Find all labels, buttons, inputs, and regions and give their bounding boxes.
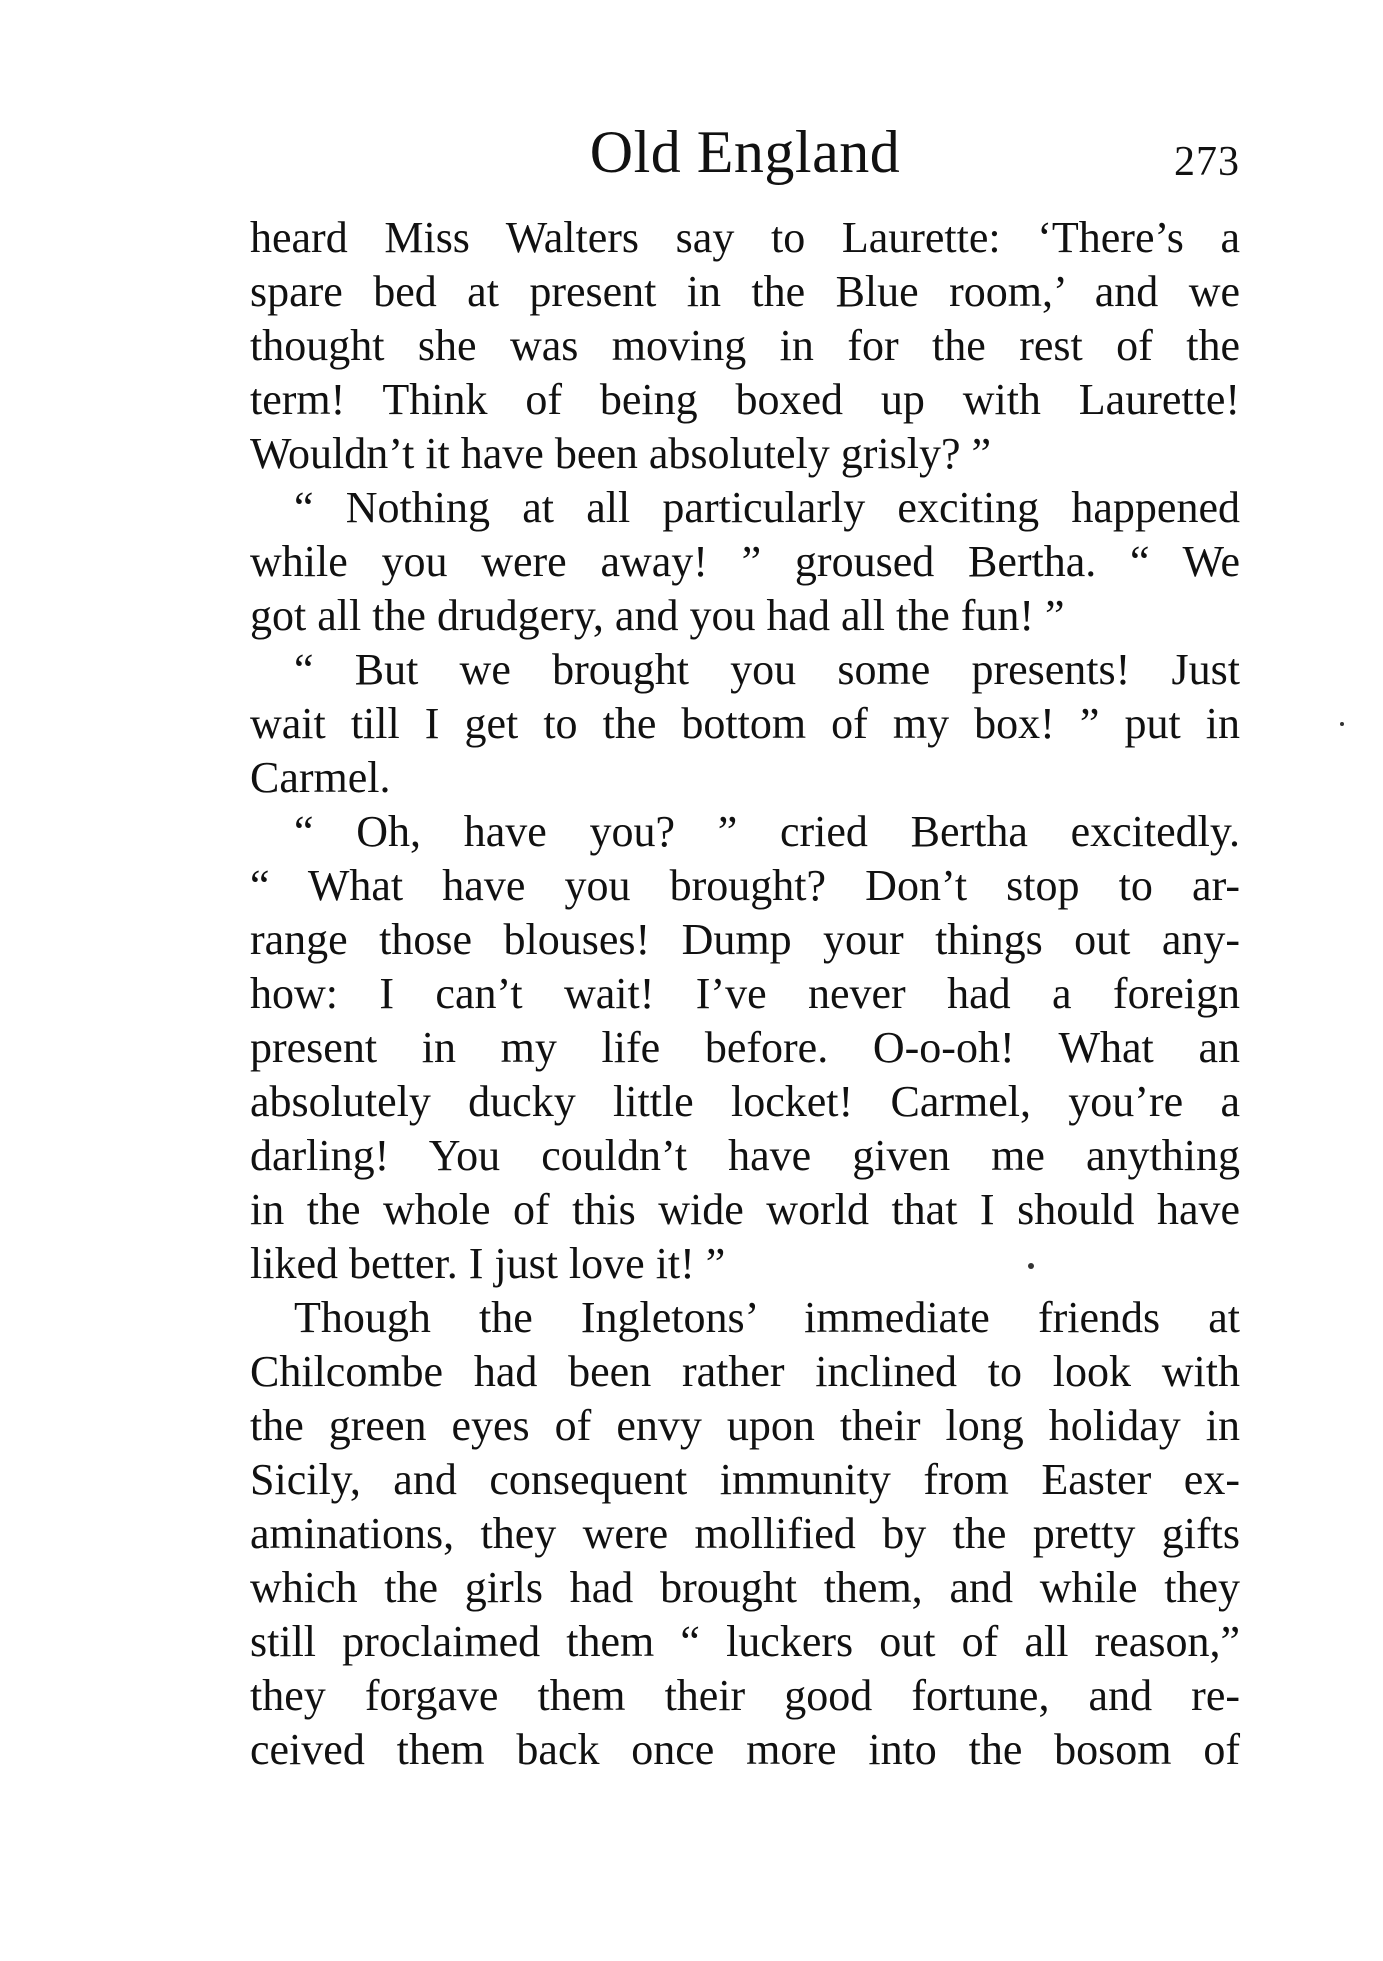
chapter-title: Old England: [589, 119, 901, 185]
text-line: the green eyes of envy upon their long holiday in: [250, 1401, 1240, 1450]
print-speck: [1340, 722, 1344, 726]
text-line: Sicily, and consequent immunity from Easter ex-: [250, 1455, 1240, 1504]
text-line: liked better. I just love it! ”: [250, 1239, 726, 1288]
text-line: “ But we brought you some presents! Just: [294, 645, 1240, 694]
text-line: spare bed at present in the Blue room,’ and we: [250, 267, 1240, 316]
body-text: [250, 211, 1240, 1777]
text-line: in the whole of this wide world that I should have: [250, 1185, 1240, 1234]
text-line: term! Think of being boxed up with Laurette!: [250, 375, 1240, 424]
text-line: how: I can’t wait! I’ve never had a foreign: [250, 969, 1240, 1018]
text-line: “ Oh, have you? ” cried Bertha excitedly.: [294, 807, 1240, 856]
text-line: which the girls had brought them, and while they: [250, 1563, 1240, 1612]
text-line: “ Nothing at all particularly exciting happened: [294, 483, 1240, 532]
text-line: while you were away! ” groused Bertha. “ We: [250, 537, 1240, 586]
text-line: Though the Ingletons’ immediate friends at: [294, 1293, 1240, 1342]
text-line: Wouldn’t it have been absolutely grisly? ”: [250, 429, 992, 478]
page-number: 273: [1174, 139, 1240, 185]
running-head: [250, 112, 1240, 192]
text-line: still proclaimed them “ luckers out of all reason,”: [250, 1617, 1240, 1666]
text-line: “ What have you brought? Don’t stop to ar-: [250, 861, 1240, 910]
text-line: Chilcombe had been rather inclined to look with: [250, 1347, 1240, 1396]
text-line: aminations, they were mollified by the pretty gifts: [250, 1509, 1240, 1558]
text-line: absolutely ducky little locket! Carmel, you’re a: [250, 1077, 1240, 1126]
text-line: present in my life before. O-o-oh! What an: [250, 1023, 1240, 1072]
text-line: they forgave them their good fortune, and re-: [250, 1671, 1240, 1720]
text-line: heard Miss Walters say to Laurette: ‘There’s a: [250, 213, 1240, 262]
text-line: wait till I get to the bottom of my box! ” put in: [250, 699, 1240, 748]
text-line: got all the drudgery, and you had all the fun! ”: [250, 591, 1065, 640]
text-line: ceived them back once more into the bosom of: [250, 1725, 1240, 1774]
text-line: darling! You couldn’t have given me anything: [250, 1131, 1240, 1180]
print-speck: [1028, 1263, 1034, 1269]
text-line: Carmel.: [250, 753, 391, 802]
text-line: range those blouses! Dump your things out any-: [250, 915, 1240, 964]
text-line: thought she was moving in for the rest of the: [250, 321, 1240, 370]
